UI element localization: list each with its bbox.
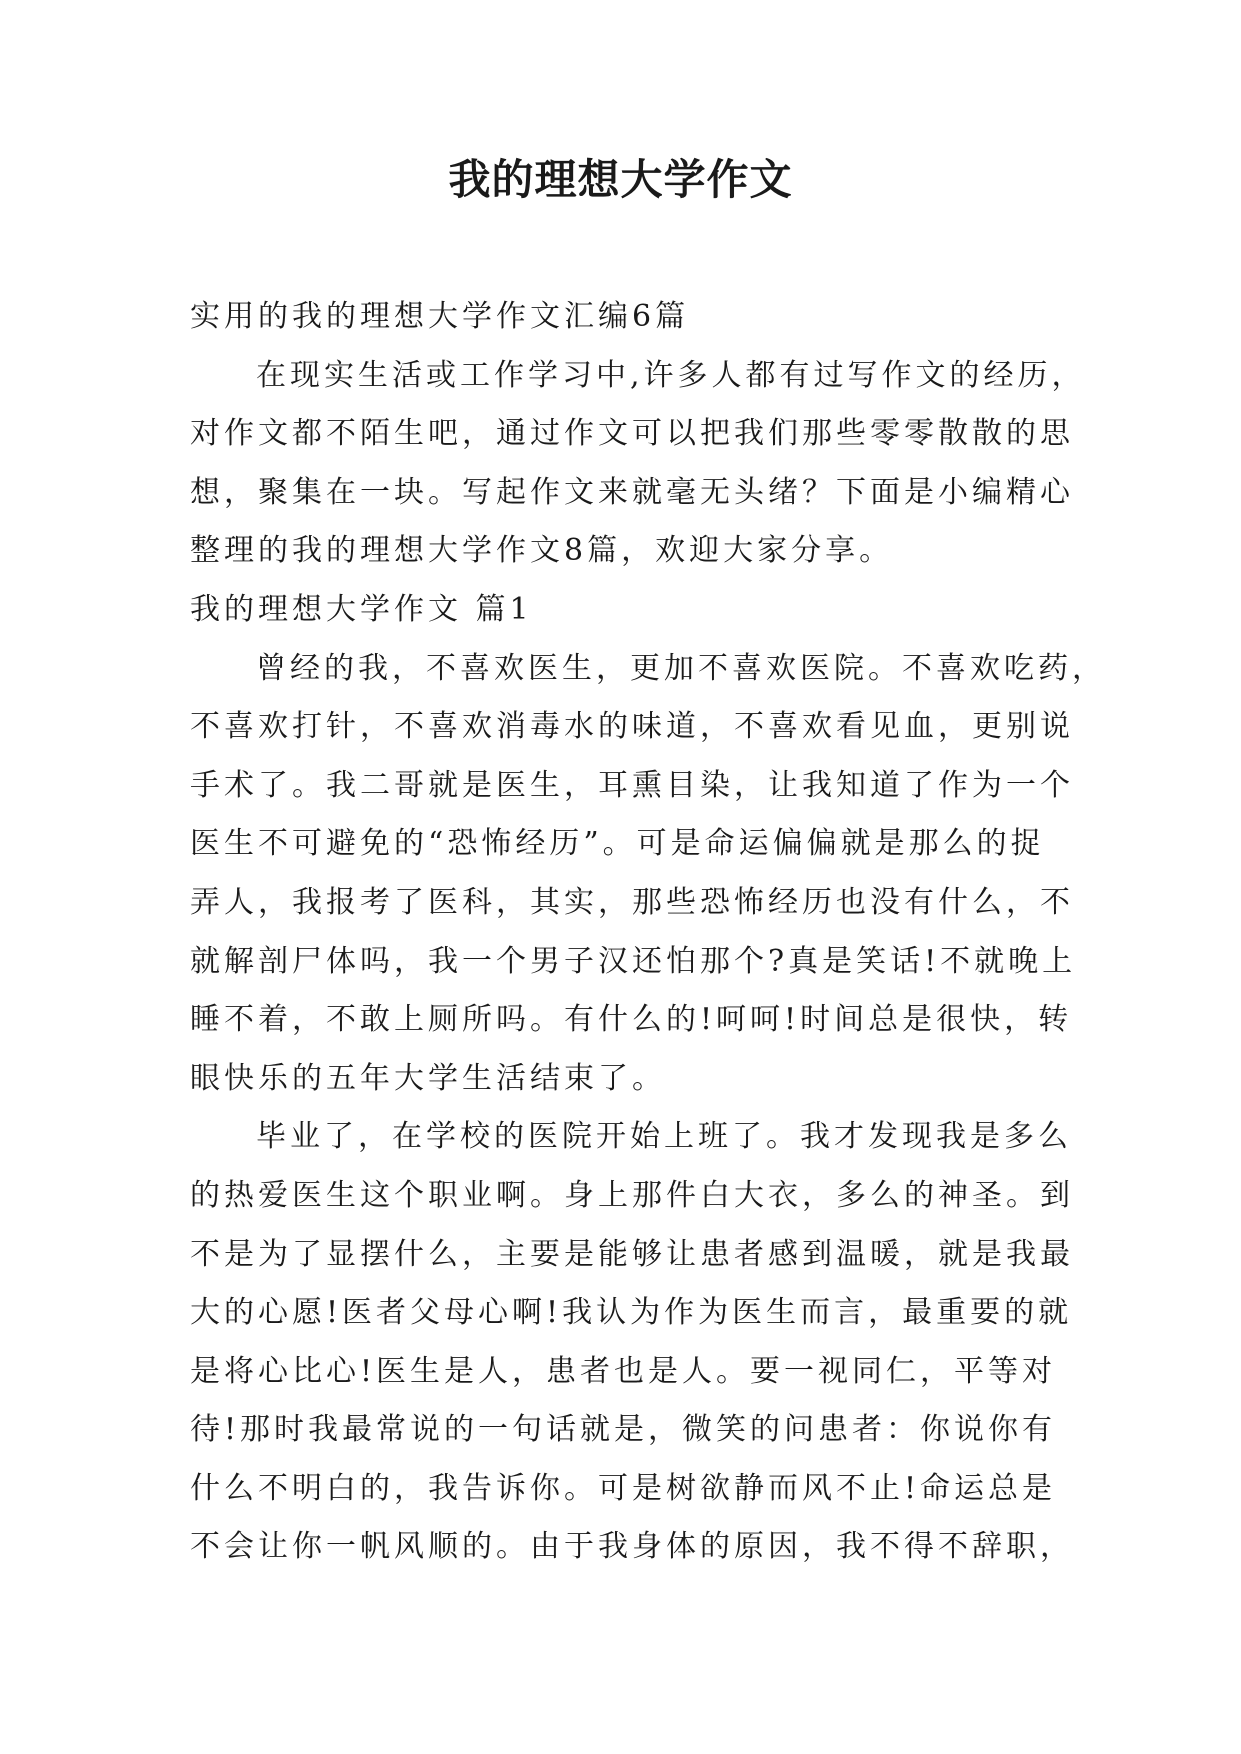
text-line: 整理的我的理想大学作文8篇，欢迎大家分享。 [190, 533, 894, 569]
text-line: 手术了。我二哥就是医生，耳熏目染，让我知道了作为一个 [190, 767, 1074, 803]
text-line: 不喜欢打针，不喜欢消毒水的味道，不喜欢看见血，更别说 [190, 709, 1074, 745]
document-title: 我的理想大学作文 [448, 155, 793, 204]
text-line: 是将心比心!医生是人，患者也是人。要一视同仁，平等对 [190, 1353, 1057, 1389]
text-line: 待!那时我最常说的一句话就是，微笑的问患者：你说你有 [190, 1412, 1057, 1448]
text-line: 的热爱医生这个职业啊。身上那件白大衣，多么的神圣。到 [190, 1177, 1074, 1213]
text-line: 不是为了显摆什么，主要是能够让患者感到温暖，就是我最 [190, 1236, 1074, 1272]
text-line: 就解剖尸体吗，我一个男子汉还怕那个?真是笑话!不就晚上 [190, 943, 1077, 979]
text-line: 在现实生活或工作学习中,许多人都有过写作文的经历， [256, 357, 1086, 393]
text-line: 毕业了，在学校的医院开始上班了。我才发现我是多么 [256, 1119, 1072, 1155]
text-line: 实用的我的理想大学作文汇编6篇 [190, 299, 690, 334]
text-line: 不会让你一帆风顺的。由于我身体的原因，我不得不辞职， [190, 1529, 1074, 1565]
text-line: 弄人，我报考了医科，其实，那些恐怖经历也没有什么，不 [190, 884, 1074, 920]
text-line: 想，聚集在一块。写起作文来就毫无头绪？下面是小编精心 [190, 474, 1074, 510]
text-line: 什么不明白的，我告诉你。可是树欲静而风不止!命运总是 [190, 1470, 1057, 1506]
document-body [190, 288, 1106, 1577]
text-line: 我的理想大学作文 篇1 [190, 591, 533, 627]
text-line: 对作文都不陌生吧，通过作文可以把我们那些零零散散的思 [190, 416, 1074, 452]
text-line: 睡不着，不敢上厕所吗。有什么的!呵呵!时间总是很快，转 [190, 1002, 1073, 1038]
text-line: 大的心愿!医者父母心啊!我认为作为医生而言，最重要的就 [190, 1295, 1073, 1331]
text-line: 曾经的我，不喜欢医生，更加不喜欢医院。不喜欢吃药， [256, 650, 1106, 686]
text-line: 医生不可避免的“恐怖经历”。可是命运偏偏就是那么的捉 [190, 826, 1045, 862]
text-line: 眼快乐的五年大学生活结束了。 [190, 1060, 666, 1096]
